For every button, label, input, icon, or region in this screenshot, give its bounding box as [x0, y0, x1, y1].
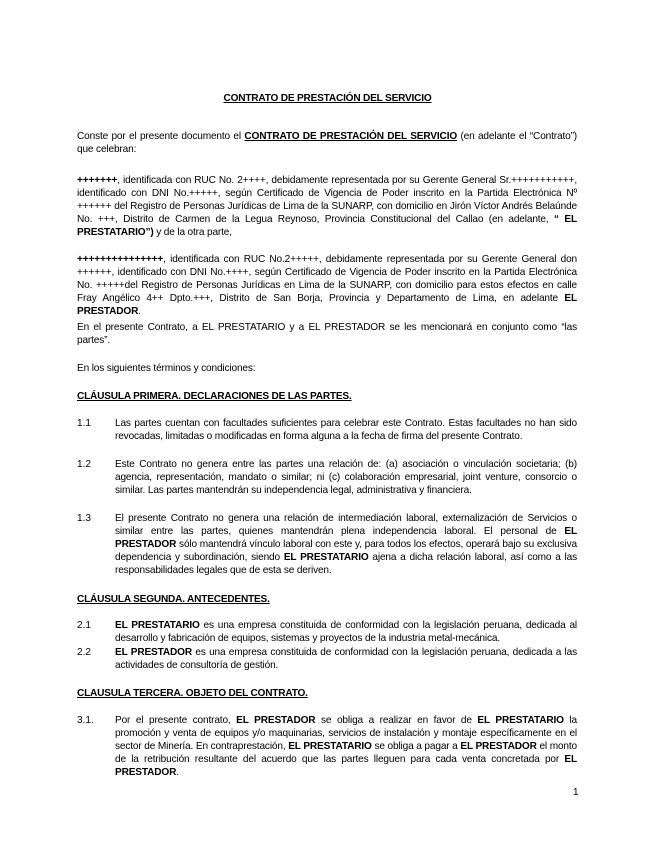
clause-3-heading: CLAUSULA TERCERA. OBJETO DEL CONTRATO. — [77, 688, 308, 699]
clause-text: El presente Contrato no genera una relación de intermediación laboral, externalización de Servicios o similar entre las partes, quienes mantendrán plena independencia laboral. El personal de EL PRESTADOR sólo mantendrá vínculo laboral con este y, para todos los efectos, operará bajo su exclusiva dependencia y subordinación, siendo EL PRESTATARIO ajena a dicha relación laboral, así como a las responsabilidades legales que de esta se deriven. — [115, 513, 578, 577]
page-number: 1 — [573, 787, 579, 798]
intro-paragraph-4: En el presente Contrato, a EL PRESTATARIO y a EL PRESTADOR se les mencionará en conjunto como “las partes”. — [77, 322, 577, 347]
intro-paragraph-5: En los siguientes términos y condiciones: — [77, 363, 256, 374]
clause-number: 3.1. — [77, 715, 94, 726]
clause-text: EL PRESTATARIO es una empresa constituida de conformidad con la legislación peruana, dedicada al desarrollo y fabricación de equipos, sistemas y proyectos de la industria metal-mecánica. — [115, 620, 578, 645]
document-title: CONTRATO DE PRESTACIÓN DEL SERVICIO — [223, 93, 432, 104]
clause-number: 2.1 — [77, 620, 92, 631]
party-2-name: +++++++++++++++ — [77, 254, 164, 265]
party-1-name: +++++++ — [77, 175, 118, 186]
clause-text: Por el presente contrato, EL PRESTADOR se obliga a realizar en favor de EL PRESTATARIO la promoción y venta de equipos y/o maquinarias, servicios de instalación y montaje específicamente en el sector de Minería. En contraprestación, EL PRESTATARIO se obliga a pagar a EL PRESTADOR el monto de la retribución resultante del acuerdo que las partes lleguen para cada venta concretada por EL PRESTADOR. — [115, 715, 578, 779]
clause-number: 1.2 — [77, 459, 92, 470]
clause-number: 1.1 — [77, 418, 92, 429]
clause-text: EL PRESTADOR es una empresa constituida de conformidad con la legislación peruana, dedicada a las actividades de consultoría de gestión. — [115, 647, 578, 672]
intro-paragraph-2: +++++++, identificada con RUC No. 2++++, debidamente representada por su Gerente General Sr.+++++++++++, identificado con DNI No.+++++, según Certificado de Vigencia de Poder inscrito en la Partida Electrónica Nº ++++++ del Registro de Personas Jurídicas de Lima de la SUNARP, con domicilio en Jirón Víctor Andrés Belaúnde No. +++, Distrito de Carmen de la Legua Reynoso, Provincia Constitucional del Callao (en adelante, “ EL PRESTATARIO”) y de la otra parte, — [77, 175, 577, 239]
intro-paragraph-3: +++++++++++++++, identificada con RUC No.2+++++, debidamente representada por su Gerente General don ++++++, identificado con DNI No.++++, según Certificado de Vigencia de Poder inscrito en la Partida Electrónica No. +++++del Registro de Personas Jurídicas en Lima de la SUNARP, con domicilio para estos efectos en calle Fray Angélico 4++ Dpto.+++, Distrito de San Borja, Provincia y Departamento de Lima, en adelante EL PRESTADOR. — [77, 254, 577, 318]
clause-number: 2.2 — [77, 647, 92, 658]
clause-text: Este Contrato no genera entre las partes una relación de: (a) asociación o vinculación societaria; (b) agencia, representación, mandato o similar; ni (c) colaboración empresarial, joint venture, consorcio o similar. Las partes mantendrán su independencia legal, administrativa y financiera. — [115, 459, 577, 497]
clause-number: 1.3 — [77, 513, 92, 524]
intro-paragraph-1: Conste por el presente documento el CONTRATO DE PRESTACIÓN DEL SERVICIO (en adelante el “Contrato”) que celebran: — [77, 131, 577, 156]
clause-text: Las partes cuentan con facultades suficientes para celebrar este Contrato. Estas facultades no han sido revocadas, limitadas o modificadas en forma alguna a la fecha de firma del presente Contrato. — [115, 418, 577, 443]
clause-1-heading: CLÁUSULA PRIMERA. DECLARACIONES DE LAS PARTES. — [77, 391, 352, 402]
contract-name: CONTRATO DE PRESTACIÓN DEL SERVICIO — [244, 131, 458, 142]
clause-2-heading: CLÁUSULA SEGUNDA. ANTECEDENTES. — [77, 594, 270, 605]
